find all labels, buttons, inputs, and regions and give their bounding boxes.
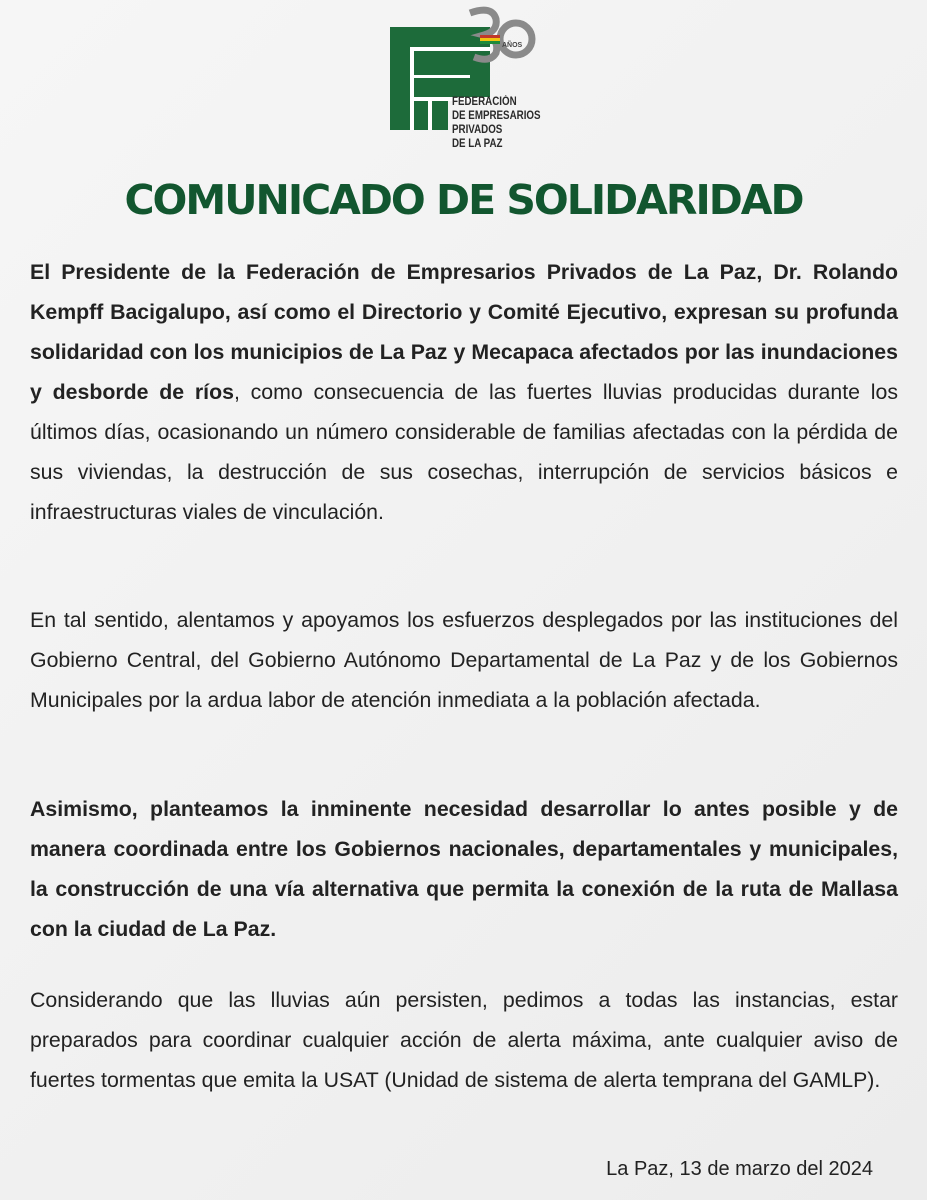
paragraph-1 bbox=[30, 252, 898, 532]
org-line: DE EMPRESARIOS bbox=[452, 110, 541, 122]
org-name bbox=[452, 95, 541, 151]
org-line: PRIVADOS bbox=[452, 124, 503, 136]
org-line: DE LA PAZ bbox=[452, 138, 503, 150]
date-line: La Paz, 13 de marzo del 2024 bbox=[606, 1158, 873, 1180]
anniversary-label: AÑOS bbox=[502, 42, 523, 49]
paragraph-4: Considerando que las lluvias aún persisten, pedimos a todas las instancias, estar preparados para coordinar cualquier acción de alerta máxima, ante cualquier aviso de fuertes tormentas que emita la USAT (Unidad de sistema de alerta temprana del GAMLP). bbox=[30, 988, 898, 1092]
paragraph-3: Asimismo, planteamos la inminente necesidad desarrollar lo antes posible y de manera coordinada entre los Gobiernos nacionales, departamentales y municipales, la construcción de una vía alternativa que permita la conexión de la ruta de Mallasa con la ciudad de La Paz. bbox=[30, 797, 898, 941]
page-title: COMUNICADO DE SOLIDARIDAD bbox=[124, 176, 803, 224]
paragraph-2: En tal sentido, alentamos y apoyamos los esfuerzos desplegados por las instituciones del Gobierno Central, del Gobierno Autónomo Departamental de La Paz y de los Gobiernos Municipales por la ardua labor de atención inmediata a la población afectada. bbox=[30, 608, 898, 712]
org-line: FEDERACIÓN bbox=[452, 96, 517, 108]
paragraph-1-rest: , como consecuencia de las fuertes lluvias producidas durante los últimos días, ocasionando un número considerable de familias afectadas con la pérdida de sus viviendas, la destrucción de sus cosechas, interrupción de servicios básicos e infraestructuras viales de vinculación. bbox=[30, 380, 898, 524]
paragraph-1-bold: El Presidente de la Federación de Empresarios Privados de La Paz, Dr. Rolando Kempff Bacigalupo, así como el Directorio y Comité Ejecutivo, expresan su profunda solidaridad con los municipios de La Paz y Mecapaca afectados por las inundaciones y desborde de ríos bbox=[30, 260, 898, 404]
